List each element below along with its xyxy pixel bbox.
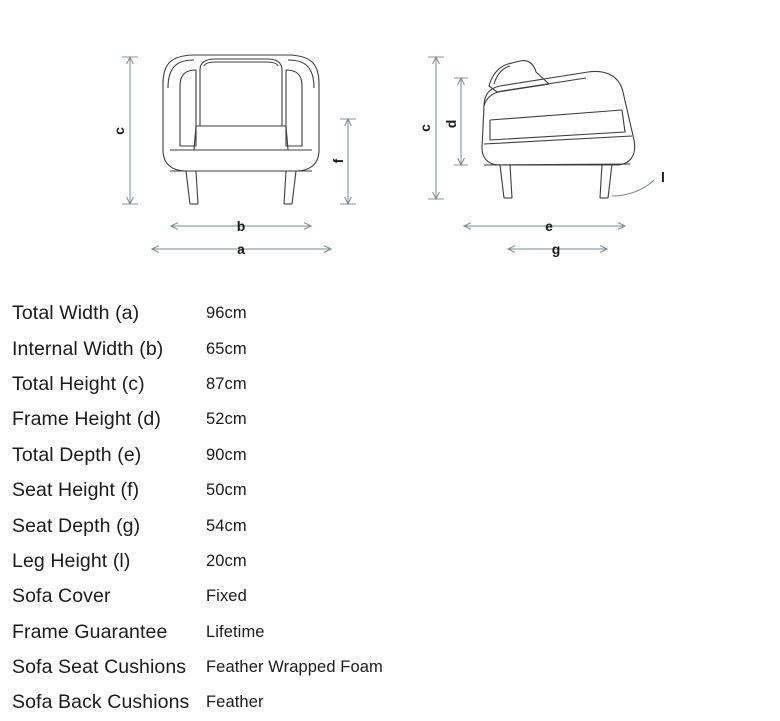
spec-value: 65cm	[206, 339, 247, 358]
table-row	[12, 579, 768, 614]
table-row	[12, 402, 768, 437]
front-dim-seat-height	[330, 119, 356, 204]
side-dim-frame-height	[443, 78, 468, 165]
table-row	[12, 685, 768, 720]
table-row	[12, 615, 768, 650]
spec-value: 96cm	[206, 304, 247, 323]
spec-value: 87cm	[206, 374, 247, 393]
table-row	[12, 473, 768, 508]
specifications-table	[12, 296, 768, 721]
table-row	[12, 367, 768, 402]
spec-label: Leg Height (l)	[12, 549, 131, 572]
front-dim-internal-width	[171, 218, 311, 234]
table-row	[12, 331, 768, 366]
front-view-chair	[163, 55, 319, 204]
table-row	[12, 508, 768, 543]
table-row	[12, 544, 768, 579]
spec-label: Seat Depth (g)	[12, 514, 141, 537]
side-dim-leg-height	[612, 169, 665, 196]
front-label-b: b	[236, 218, 246, 234]
spec-label: Frame Guarantee	[12, 620, 168, 643]
side-dim-total-depth	[464, 218, 625, 234]
spec-label: Frame Height (d)	[12, 408, 161, 431]
table-row	[12, 296, 768, 331]
side-dim-seat-depth	[508, 241, 607, 257]
spec-label: Sofa Seat Cushions	[12, 656, 187, 679]
spec-value: Lifetime	[206, 622, 265, 641]
spec-label: Sofa Cover	[12, 585, 111, 608]
spec-label: Seat Height (f)	[12, 479, 140, 502]
spec-value: 50cm	[206, 481, 247, 500]
dimensions-diagram	[0, 0, 780, 278]
armchair-dimension-drawing	[0, 0, 780, 278]
front-dim-total-height	[111, 57, 138, 204]
spec-value: 52cm	[206, 410, 247, 429]
spec-label: Total Width (a)	[12, 302, 140, 325]
spec-label: Internal Width (b)	[12, 337, 164, 360]
table-row	[12, 650, 768, 685]
spec-label: Total Height (c)	[12, 372, 145, 395]
spec-label: Sofa Back Cushions	[12, 691, 190, 714]
front-label-a: a	[237, 241, 245, 257]
spec-value: Fixed	[206, 587, 247, 606]
side-label-e: e	[545, 218, 553, 234]
front-dim-total-width	[152, 241, 331, 257]
spec-value: Feather Wrapped Foam	[206, 658, 383, 677]
spec-value: 54cm	[206, 516, 247, 535]
table-row	[12, 438, 768, 473]
front-label-f: f	[330, 158, 346, 164]
spec-label: Total Depth (e)	[12, 443, 142, 466]
side-label-c: c	[417, 124, 433, 132]
side-label-d: d	[443, 119, 459, 129]
front-label-c: c	[111, 127, 127, 135]
side-label-g: g	[551, 241, 561, 257]
side-view-chair	[482, 61, 635, 198]
spec-value: 90cm	[206, 445, 247, 464]
side-dim-total-height	[417, 57, 444, 199]
side-label-l: l	[661, 169, 665, 185]
spec-value: 20cm	[206, 551, 247, 570]
spec-value: Feather	[206, 693, 264, 712]
